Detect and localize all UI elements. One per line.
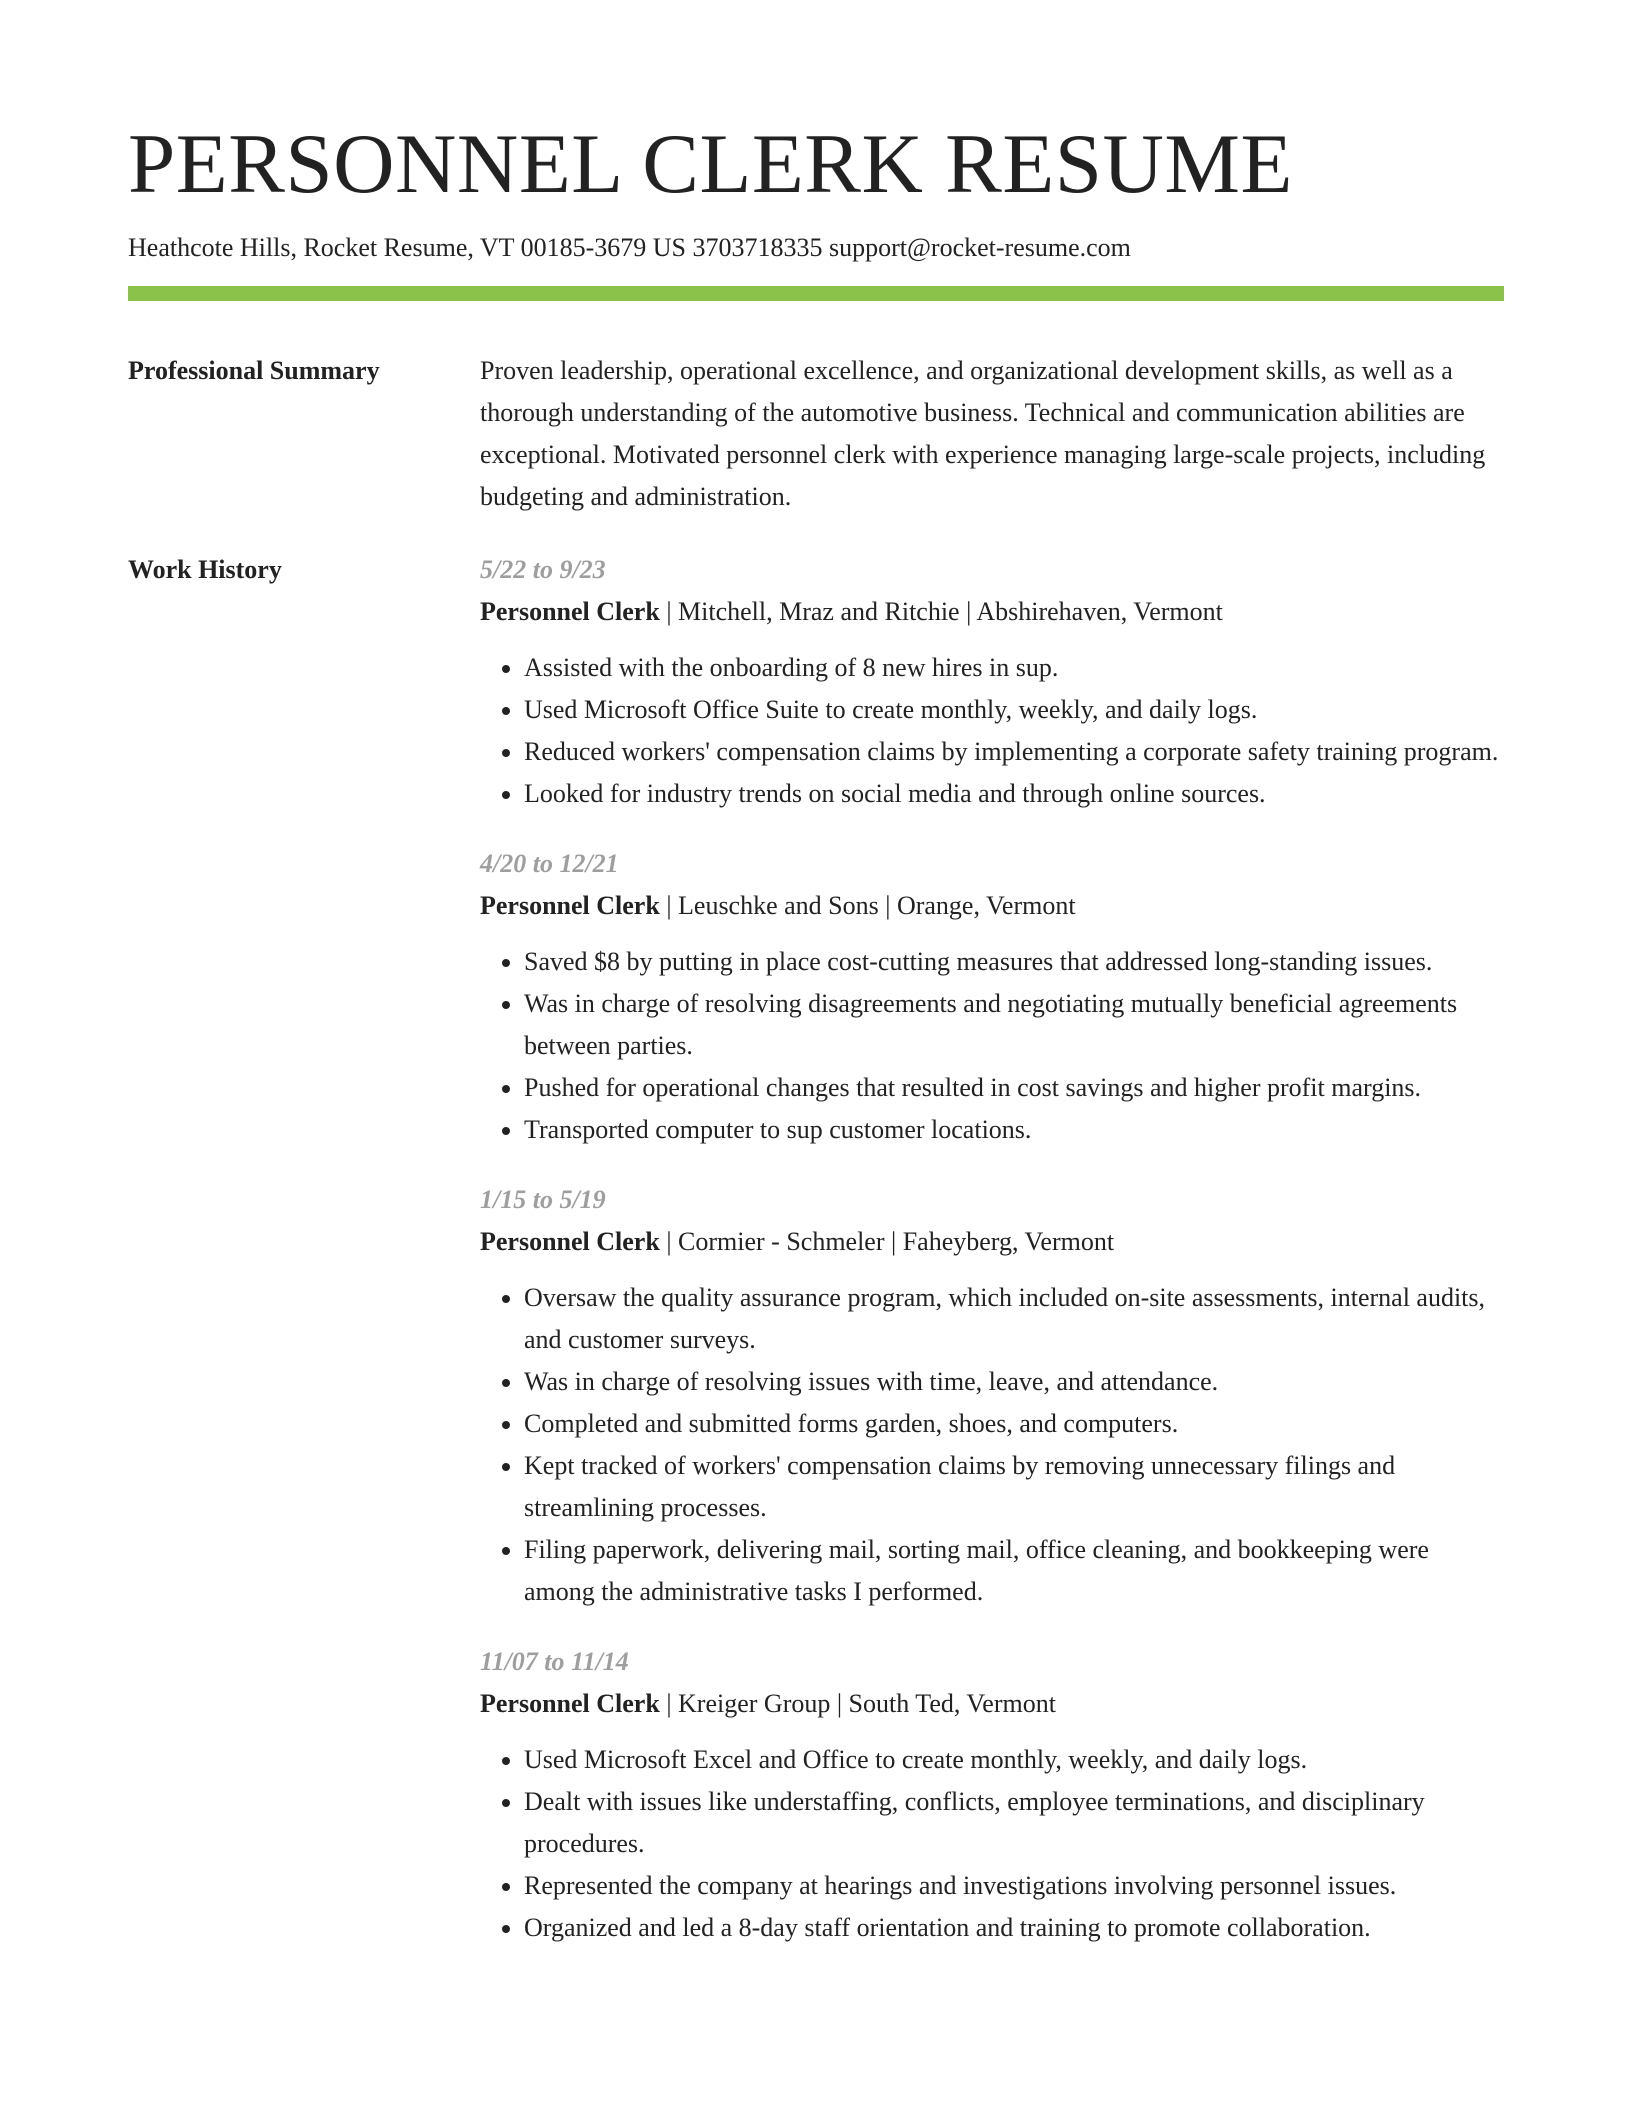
job-bullets: [480, 941, 1504, 1151]
job-bullet: • Oversaw the quality assurance program, which included on-site assessments, internal audits, and customer surveys.: [524, 1277, 1504, 1361]
job-bullet: • Dealt with issues like understaffing, conflicts, employee terminations, and disciplinary procedures.: [524, 1781, 1504, 1865]
summary-label: Professional Summary: [128, 356, 380, 385]
job-bullet: • Pushed for operational changes that resulted in cost savings and higher profit margins.: [524, 1067, 1504, 1109]
contact-info: Heathcote Hills, Rocket Resume, VT 00185-3679 US 3703718335 support@rocket-resume.com: [128, 233, 1131, 262]
job-bullet: • Assisted with the onboarding of 8 new hires in sup.: [524, 647, 1504, 689]
job-bullet: • Organized and led a 8-day staff orientation and training to promote collaboration.: [524, 1907, 1504, 1949]
job-bullet: • Kept tracked of workers' compensation claims by removing unnecessary filings and streamlining processes.: [524, 1445, 1504, 1529]
job-title: Personnel Clerk: [480, 1227, 660, 1256]
summary-text: Proven leadership, operational excellence, and organizational development skills, as well as a thorough understanding of the automotive business. Technical and communication abilities are exceptional. Motivated personnel clerk with experience managing large-scale projects, including budgeting and administration.: [480, 356, 1486, 511]
job-details: | Leuschke and Sons | Orange, Vermont: [659, 891, 1076, 920]
job-dates: 1/15 to 5/19: [480, 1185, 606, 1214]
job-heading: [480, 885, 1504, 927]
job-details: | Mitchell, Mraz and Ritchie | Abshirehaven, Vermont: [659, 597, 1223, 626]
work-history-label: Work History: [128, 555, 282, 584]
job-bullet: • Reduced workers' compensation claims by implementing a corporate safety training program.: [524, 731, 1504, 773]
job-bullet: • Saved $8 by putting in place cost-cutting measures that addressed long-standing issues.: [524, 941, 1504, 983]
job-entry: [480, 1179, 1504, 1613]
job-bullet: • Was in charge of resolving issues with time, leave, and attendance.: [524, 1361, 1504, 1403]
job-details: | Kreiger Group | South Ted, Vermont: [659, 1689, 1056, 1718]
job-title: Personnel Clerk: [480, 1689, 660, 1718]
job-title: Personnel Clerk: [480, 891, 660, 920]
job-dates: 5/22 to 9/23: [480, 555, 606, 584]
job-bullets: [480, 1739, 1504, 1949]
job-bullets: [480, 1277, 1504, 1613]
job-entry: [480, 549, 1504, 815]
summary-body: [480, 350, 1504, 518]
job-dates: 11/07 to 11/14: [480, 1647, 629, 1676]
job-heading: [480, 1683, 1504, 1725]
job-bullet: • Completed and submitted forms garden, shoes, and computers.: [524, 1403, 1504, 1445]
job-bullet: • Used Microsoft Excel and Office to create monthly, weekly, and daily logs.: [524, 1739, 1504, 1781]
job-bullets: [480, 647, 1504, 815]
header-divider: [128, 286, 1504, 301]
job-bullet: • Used Microsoft Office Suite to create monthly, weekly, and daily logs.: [524, 689, 1504, 731]
job-bullet: • Transported computer to sup customer locations.: [524, 1109, 1504, 1151]
job-bullet: • Was in charge of resolving disagreements and negotiating mutually beneficial agreements between parties.: [524, 983, 1504, 1067]
job-bullet: • Filing paperwork, delivering mail, sorting mail, office cleaning, and bookkeeping were among the administrative tasks I performed.: [524, 1529, 1504, 1613]
job-bullet: • Looked for industry trends on social media and through online sources.: [524, 773, 1504, 815]
resume-title: PERSONNEL CLERK RESUME: [128, 117, 1293, 211]
job-heading: [480, 591, 1504, 633]
job-entry: [480, 843, 1504, 1151]
work-history-body: [480, 549, 1504, 1977]
job-entry: [480, 1641, 1504, 1949]
job-details: | Cormier - Schmeler | Faheyberg, Vermont: [659, 1227, 1115, 1256]
job-dates: 4/20 to 12/21: [480, 849, 619, 878]
job-bullet: • Represented the company at hearings and investigations involving personnel issues.: [524, 1865, 1504, 1907]
job-title: Personnel Clerk: [480, 597, 660, 626]
job-heading: [480, 1221, 1504, 1263]
